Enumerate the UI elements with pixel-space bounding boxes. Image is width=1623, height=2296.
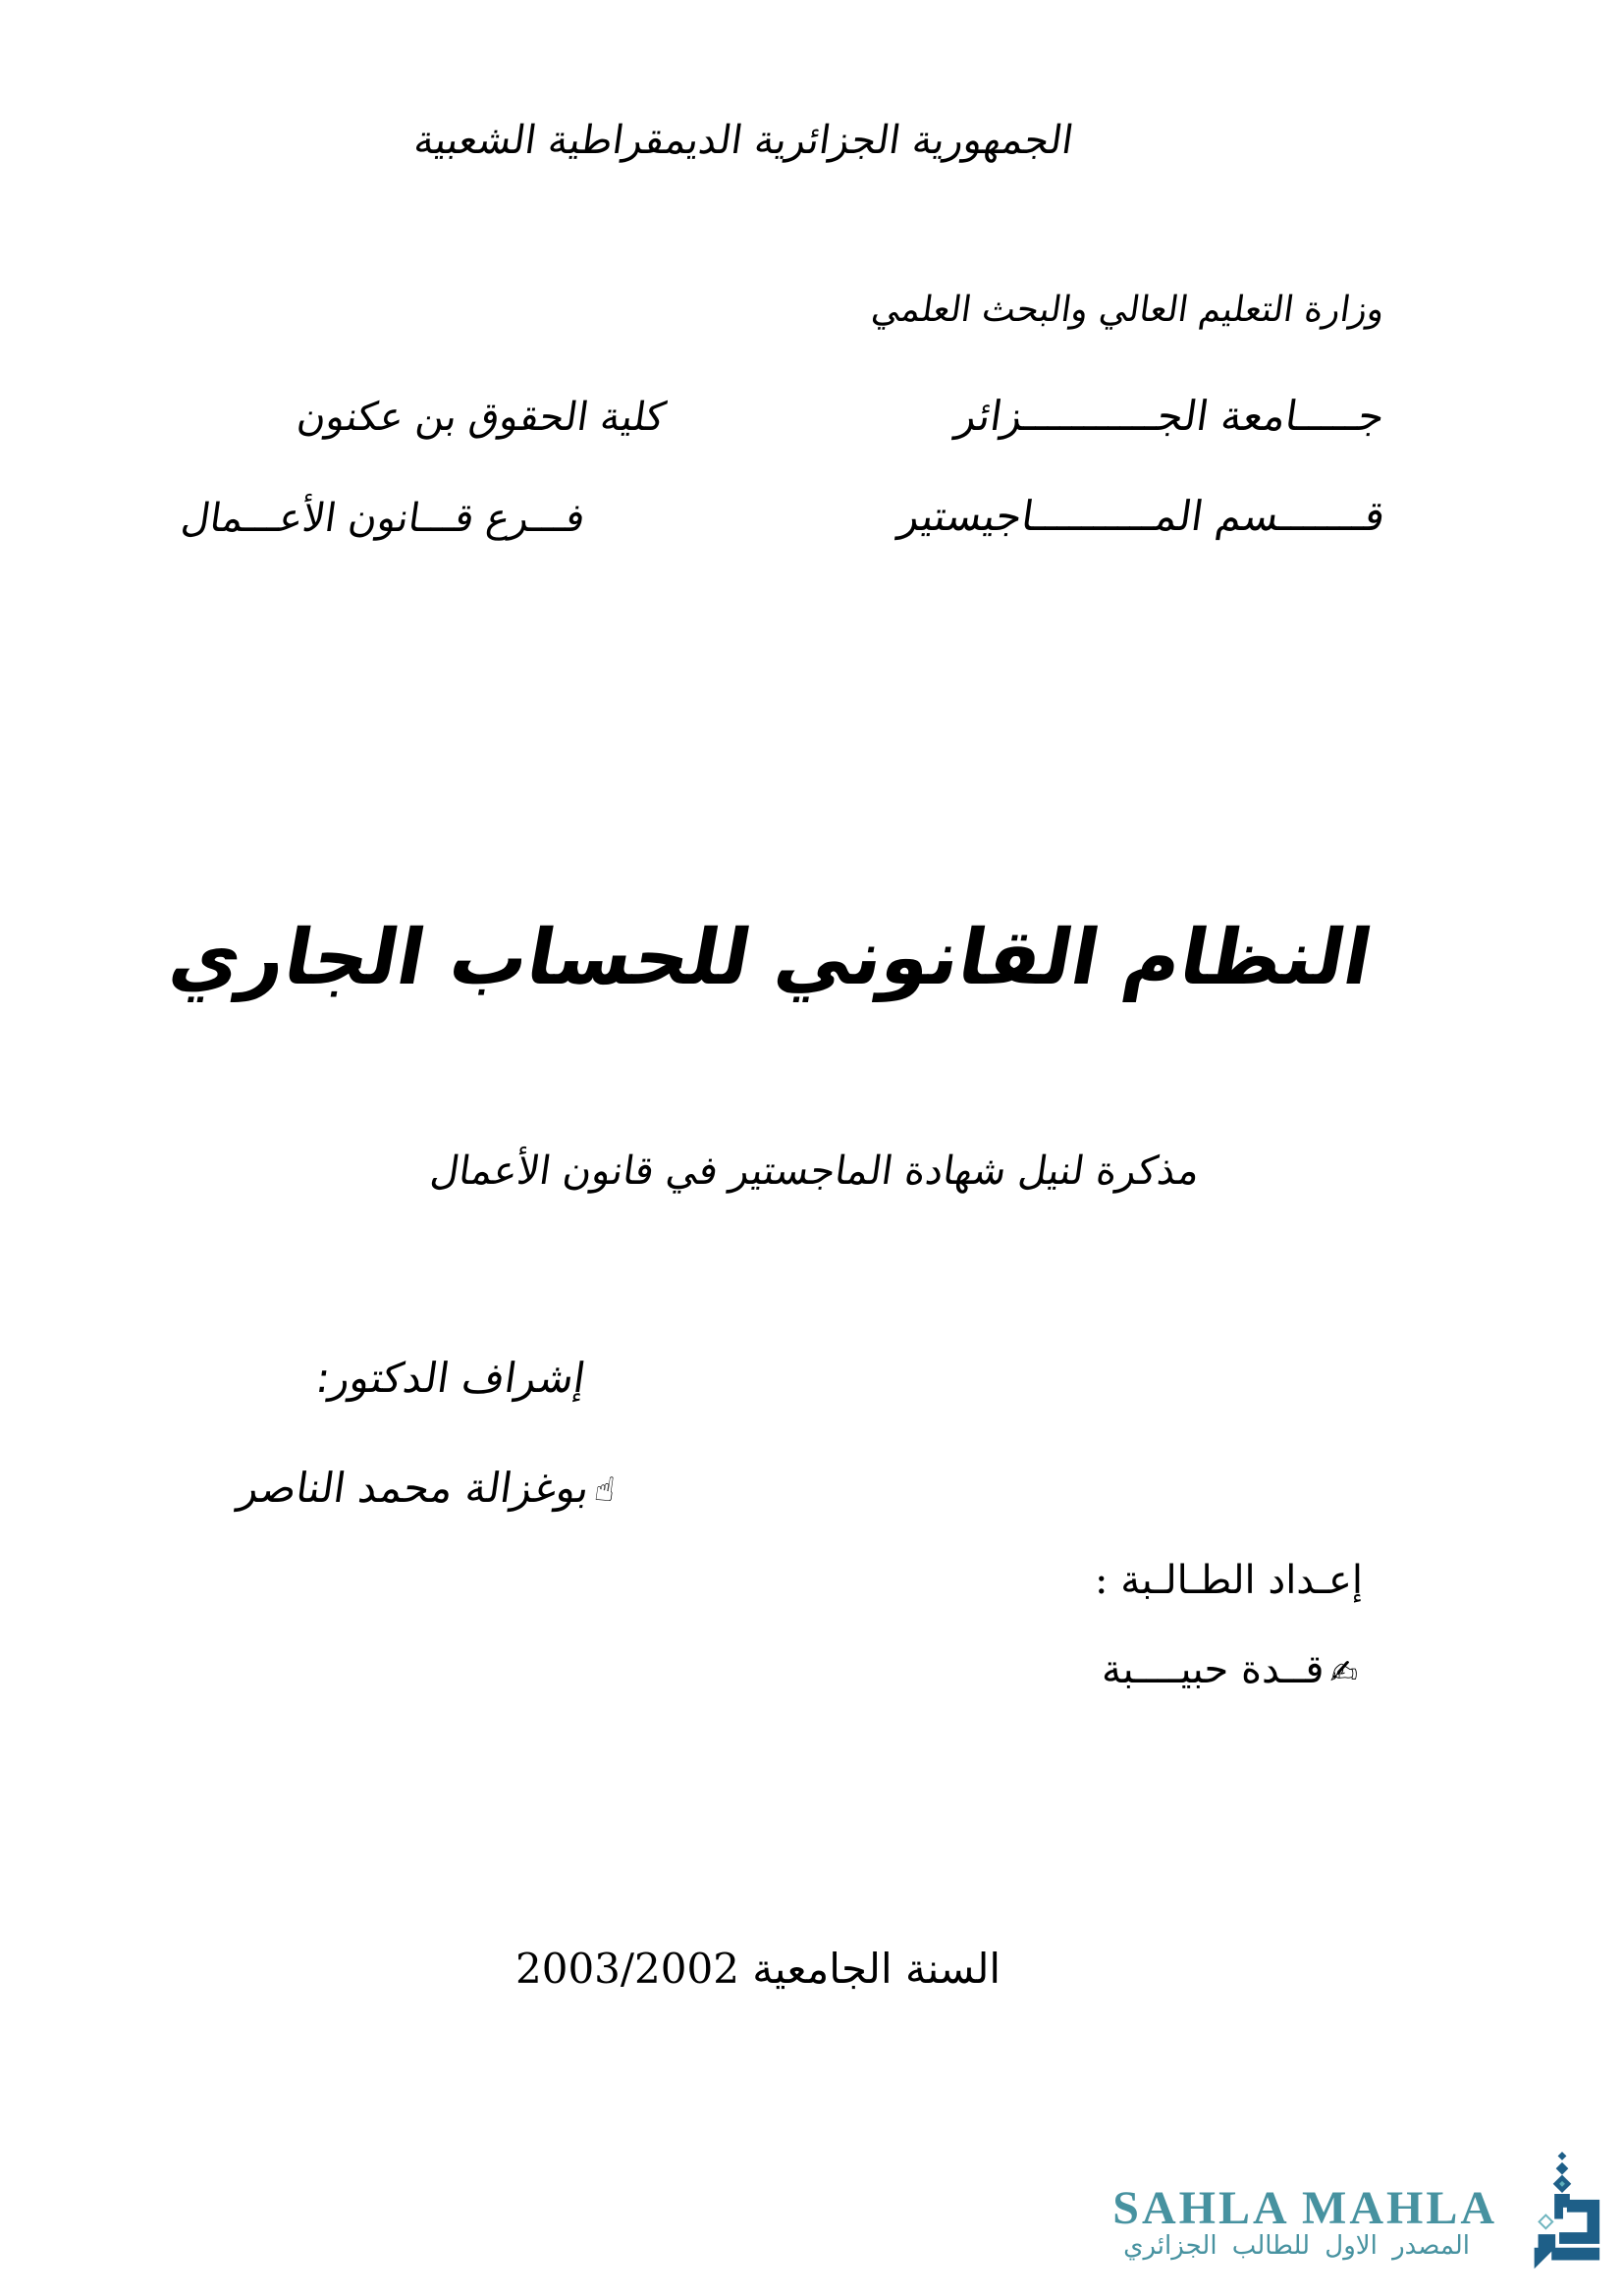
sahla-mahla-wordmark: SAHLA MAHLA bbox=[1112, 2182, 1497, 2234]
sahla-mahla-tagline: المصدر الاول للطالب الجزائري bbox=[1123, 2231, 1470, 2261]
writing-hand-icon: ✍ bbox=[1329, 1652, 1358, 1692]
faculty-line: كلية الحقوق بن عكنون bbox=[294, 395, 669, 440]
thumbs-up-icon: ☝ bbox=[591, 1470, 619, 1511]
sahla-mahla-logo-icon bbox=[1509, 2152, 1615, 2281]
supervisor-name-row bbox=[235, 1463, 619, 1515]
student-name-row bbox=[1102, 1645, 1358, 1694]
ministry-line: وزارة التعليم العالي والبحث العلمي bbox=[869, 290, 1387, 330]
supervisor-name: بوغزالة محمد الناصر bbox=[235, 1464, 593, 1512]
university-line: جـــــامعة الجـــــــــــزائر bbox=[953, 392, 1388, 440]
branch-line: فـــرع قـــانون الأعـــمال bbox=[178, 496, 588, 541]
republic-line: الجمهورية الجزائرية الديمقراطية الشعبية bbox=[410, 118, 1077, 163]
thesis-subtitle: مذكرة لنيل شهادة الماجستير في قانون الأعمال bbox=[427, 1148, 1203, 1194]
thesis-title: النظام القانوني للحساب الجاري bbox=[163, 914, 1380, 1002]
academic-year: السنة الجامعية 2003/2002 bbox=[515, 1945, 1001, 1993]
student-name: قــدة حبيــــبة bbox=[1102, 1647, 1325, 1692]
department-line: قـــــــسم المــــــــــاجيستير bbox=[895, 492, 1388, 540]
supervisor-label: إشراف الدكتور: bbox=[312, 1354, 589, 1402]
student-label: إعـداد الطـالـبة : bbox=[1095, 1558, 1363, 1603]
